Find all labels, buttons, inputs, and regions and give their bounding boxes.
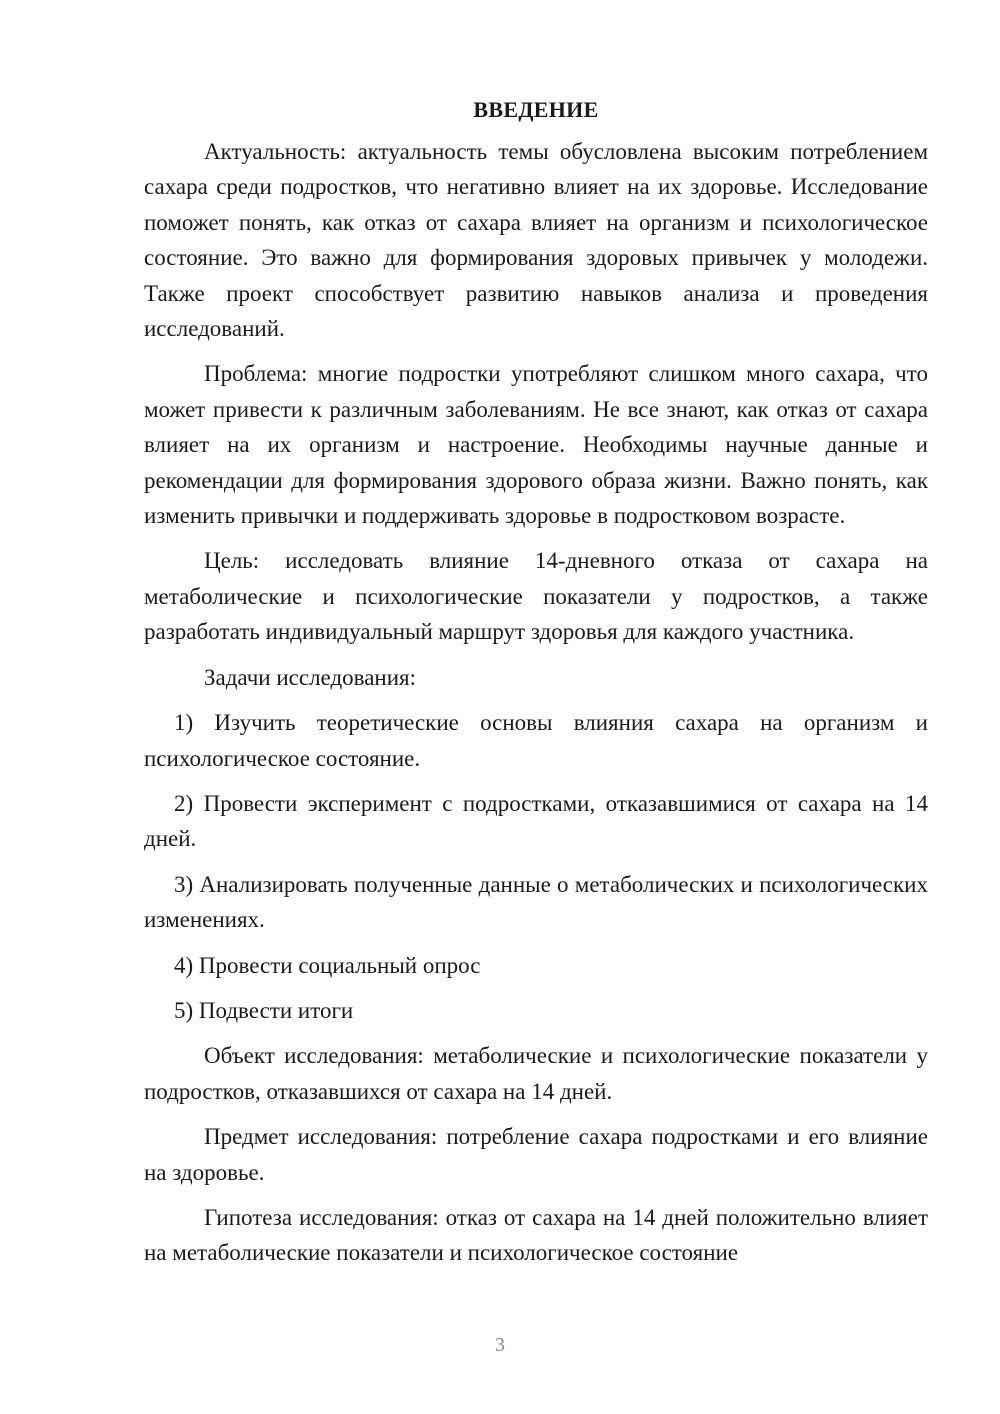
page-content: [144, 96, 928, 1281]
task-item-3: 3) Анализировать полученные данные о метаболических и психологических изменениях.: [144, 871, 928, 933]
paragraph-problem: Проблема: многие подростки употребляют слишком много сахара, что может привести к различным заболеваниям. Не все знают, как отказ от сахара влияет на их организм и настроение. Необходимы научные данные и рекомендации для формирования здорового образа жизни. Важно понять, как изменить привычки и поддерживать здоровье в подростковом возрасте.: [144, 361, 928, 529]
task-item-4: 4) Провести социальный опрос: [174, 952, 481, 978]
task-item-5: 5) Подвести итоги: [174, 997, 354, 1023]
page-number: 3: [495, 1334, 505, 1356]
task-item-1: 1) Изучить теоретические основы влияния сахара на организм и психологическое состояние.: [144, 710, 928, 771]
paragraph-object: Объект исследования: метаболические и психологические показатели у подростков, отказавшихся от сахара на 14 дней.: [144, 1043, 928, 1104]
paragraph-goal: Цель: исследовать влияние 14-дневного отказа от сахара на метаболические и психологические показатели у подростков, а также разработать индивидуальный маршрут здоровья для каждого участника.: [144, 548, 928, 645]
paragraph-tasks-heading: Задачи исследования:: [204, 664, 417, 690]
page-title: ВВЕДЕНИЕ: [473, 97, 599, 122]
paragraph-hypothesis: Гипотеза исследования: отказ от сахара на 14 дней положительно влияет на метаболические показатели и психологическое состояние: [144, 1204, 928, 1266]
task-item-2: 2) Провести эксперимент с подростками, отказавшимися от сахара на 14 дней.: [144, 790, 928, 852]
paragraph-relevance: Актуальность: актуальность темы обусловлена высоким потреблением сахара среди подростков, что негативно влияет на их здоровье. Исследование поможет понять, как отказ от сахара влияет на организм и психологическое состояние. Это важно для формирования здоровых привычек у молодежи. Также проект способствует развитию навыков анализа и проведения исследований.: [144, 139, 928, 342]
paragraph-subject: Предмет исследования: потребление сахара подростками и его влияние на здоровье.: [144, 1124, 928, 1185]
